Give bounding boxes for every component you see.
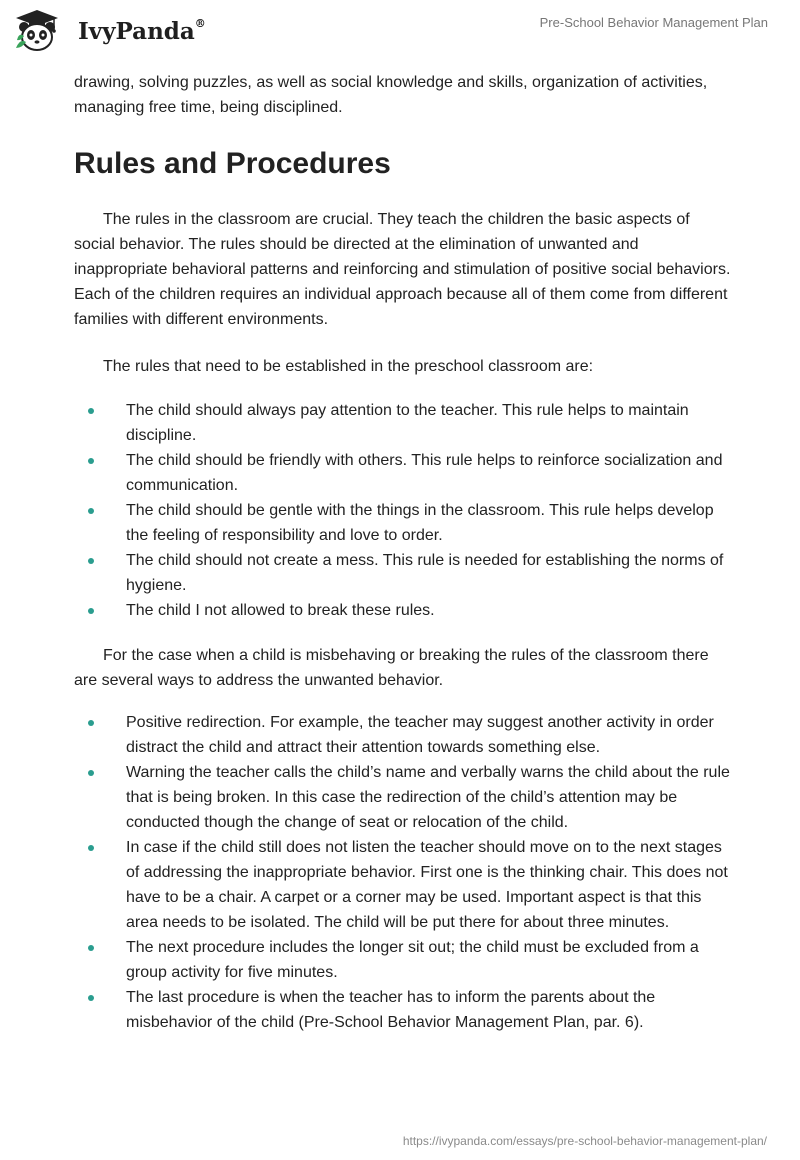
list-item: The child should not create a mess. This rule is needed for establishing the norms of hygiene. <box>74 548 734 598</box>
bullet-icon <box>88 408 94 414</box>
list-item: The child should always pay attention to the teacher. This rule helps to maintain discipline. <box>74 398 734 448</box>
intro-fragment: drawing, solving puzzles, as well as social knowledge and skills, organization of activities, managing free time, being disciplined. <box>74 74 708 116</box>
bullet-icon <box>88 770 94 776</box>
bullet-icon <box>88 945 94 951</box>
page-header <box>0 0 800 70</box>
list-item: Positive redirection. For example, the teacher may suggest another activity in order distract the child and attract their attention towards something else. <box>74 710 734 760</box>
bullet-icon <box>88 720 94 726</box>
document-title: Pre-School Behavior Management Plan <box>539 15 768 30</box>
footer-url[interactable]: https://ivypanda.com/essays/pre-school-behavior-management-plan/ <box>402 1134 767 1148</box>
brand-name[interactable]: IvyPanda® <box>78 17 206 45</box>
paragraph-misbehavior-intro: For the case when a child is misbehaving or breaking the rules of the classroom there are several ways to address the unwanted behavior. <box>74 647 709 689</box>
rules-list <box>74 398 734 623</box>
section-heading: Rules and Procedures <box>74 147 391 180</box>
list-item: The child I not allowed to break these rules. <box>74 598 734 623</box>
bullet-icon <box>88 558 94 564</box>
essay-content <box>74 70 734 1035</box>
panda-graduate-icon[interactable] <box>14 8 60 54</box>
bullet-icon <box>88 508 94 514</box>
paragraph-rules-intro: The rules that need to be established in the preschool classroom are: <box>103 358 594 375</box>
list-item: In case if the child still does not listen the teacher should move on to the next stages of addressing the inappropriate behavior. First one is the thinking chair. This does not have to be a chair. A carpet or a corner may be used. Important aspect is that this area needs to be isolated. The child will be put there for about three minutes. <box>74 835 734 935</box>
list-item: The next procedure includes the longer sit out; the child must be excluded from a group activity for five minutes. <box>74 935 734 985</box>
list-item: The last procedure is when the teacher has to inform the parents about the misbehavior of the child (Pre-School Behavior Management Plan, par. 6). <box>74 985 734 1035</box>
bullet-icon <box>88 845 94 851</box>
procedures-list <box>74 710 734 1035</box>
bullet-icon <box>88 608 94 614</box>
bullet-icon <box>88 995 94 1001</box>
paragraph-rules-importance: The rules in the classroom are crucial. They teach the children the basic aspects of social behavior. The rules should be directed at the elimination of unwanted and inappropriate behavioral patterns and reinforcing and stimulation of positive social behaviors. Each of the children requires an individual approach because all of them come from different families with different environments. <box>74 211 731 328</box>
list-item: Warning the teacher calls the child’s name and verbally warns the child about the rule that is being broken. In this case the redirection of the child’s attention may be conducted though the change of seat or relocation of the child. <box>74 760 734 835</box>
list-item: The child should be gentle with the things in the classroom. This rule helps develop the feeling of responsibility and love to order. <box>74 498 734 548</box>
list-item: The child should be friendly with others. This rule helps to reinforce socialization and communication. <box>74 448 734 498</box>
bullet-icon <box>88 458 94 464</box>
